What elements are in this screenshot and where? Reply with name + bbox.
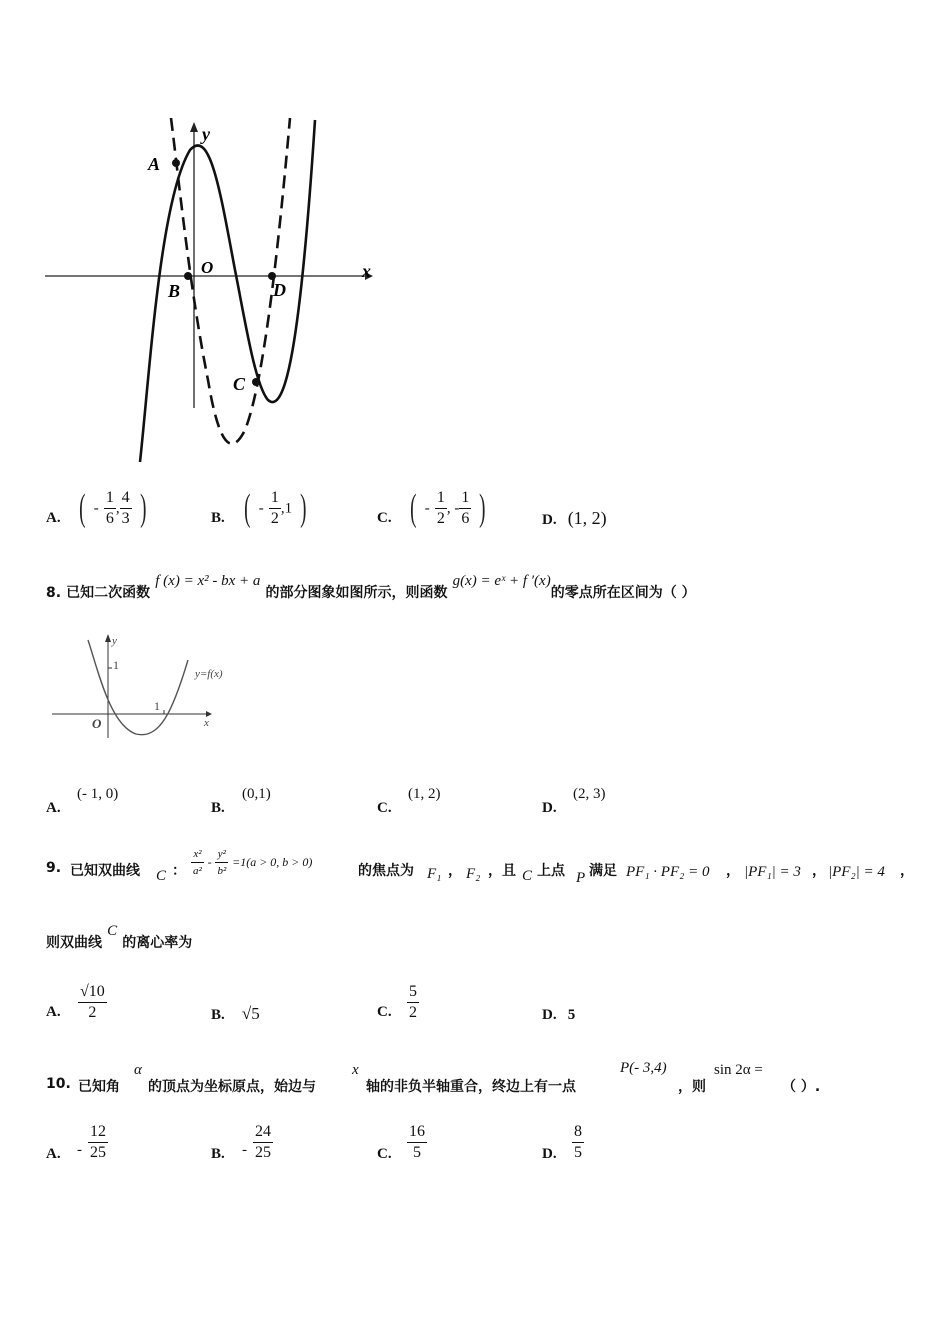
denominator: 2 <box>409 1004 417 1021</box>
stem-text: 的零点所在区间为（ ） <box>550 585 696 601</box>
q7-label-x: x <box>362 261 371 281</box>
option-label: B. <box>211 1146 225 1162</box>
q7-label-C: C <box>233 374 246 394</box>
minus: - <box>207 855 212 869</box>
q10-stem <box>46 1060 926 1100</box>
denominator: 25 <box>255 1144 271 1161</box>
numerator: 5 <box>407 982 419 1003</box>
stem-text: 的焦点为 <box>358 863 414 879</box>
focus-F1: F₁ <box>427 866 442 882</box>
stem-text: 已知二次函数 <box>66 585 151 601</box>
numerator: x² <box>191 846 204 863</box>
option-value: (1, 2) <box>567 508 607 528</box>
variable-x: x <box>352 1062 359 1078</box>
q7-point-C <box>252 378 260 386</box>
option-value: (2, 3) <box>573 786 606 802</box>
numerator: 1 <box>435 488 447 509</box>
question-number: 10. <box>46 1076 71 1092</box>
sign: - <box>258 500 264 517</box>
q7-cubic-curve <box>140 120 315 462</box>
q7-label-B: B <box>168 281 181 301</box>
option-label: D. <box>542 1007 557 1023</box>
denominator: 5 <box>574 1144 582 1161</box>
right-paren: ) <box>139 487 147 529</box>
numerator: 4 <box>120 488 132 509</box>
option-value: 5 <box>567 1007 576 1023</box>
q7-option-d[interactable] <box>542 508 607 529</box>
dot-product-condition: PF₁ · PF₂ = 0 <box>626 864 710 880</box>
comma: ， <box>900 863 914 879</box>
comma: ， <box>726 863 740 879</box>
option-label: B. <box>211 800 225 816</box>
point-P: P(- 3,4) <box>620 1060 667 1076</box>
hyperbola-C: C <box>107 923 118 939</box>
q8-graph <box>48 630 248 745</box>
numerator: 1 <box>269 488 281 509</box>
left-paren: ( <box>79 487 86 529</box>
option-label: C. <box>377 510 392 526</box>
q9-stem-line2 <box>46 918 193 951</box>
stem-text: 的部分图象如图所示，则函数 <box>265 585 448 601</box>
stem-text: 轴的非负半轴重合，终边上有一点 <box>366 1079 576 1095</box>
comma-sign: , - <box>446 500 460 517</box>
sign: - <box>424 500 430 517</box>
denominator: 2 <box>436 509 445 527</box>
numerator: y² <box>215 846 228 863</box>
denominator: a² <box>193 865 202 877</box>
q8-label-curve: y=f(x) <box>195 668 223 680</box>
q7-label-O: O <box>201 258 214 277</box>
hyperbola-equation <box>191 846 312 879</box>
denominator: 6 <box>461 509 470 527</box>
denominator: 6 <box>105 509 114 527</box>
option-label: C. <box>377 1146 392 1162</box>
stem-text: 则双曲线 <box>46 935 102 951</box>
numerator: 1 <box>459 488 471 509</box>
separator: ， <box>448 863 462 879</box>
denominator: 2 <box>88 1004 97 1021</box>
hyperbola-C: C <box>522 868 533 884</box>
q8-label-O: O <box>92 716 102 731</box>
point-P: P <box>576 870 586 886</box>
option-value: √5 <box>241 1004 260 1023</box>
q8-label-one-y: 1 <box>113 658 119 672</box>
denominator: 25 <box>90 1144 106 1161</box>
hyperbola-C: C <box>156 868 167 884</box>
sign: - <box>93 500 99 517</box>
numerator: 1 <box>104 488 116 509</box>
function-g: g(x) = eˣ + f ′(x) <box>452 573 551 589</box>
numerator: 24 <box>253 1122 273 1143</box>
sign: - <box>242 1142 247 1158</box>
stem-text: ，且 <box>488 863 516 879</box>
option-value: (0,1) <box>242 786 271 802</box>
q8-y-arrow <box>105 634 111 642</box>
stem-text: 已知角 <box>78 1079 120 1095</box>
q9-stem-line1 <box>46 848 926 892</box>
q7-point-A <box>172 159 180 167</box>
stem-text: 已知双曲线 <box>70 863 140 879</box>
stem-text: 上点 <box>537 863 565 879</box>
option-label: A. <box>46 800 61 816</box>
pf1-length: |PF₁| = 3 <box>744 864 801 880</box>
option-value: (- 1, 0) <box>77 786 119 802</box>
option-label: D. <box>542 512 557 528</box>
comma: ， <box>812 863 826 879</box>
sin-expression: sin 2α = <box>714 1062 763 1078</box>
option-label: B. <box>211 510 225 526</box>
q7-point-B <box>184 272 192 280</box>
denominator: 3 <box>121 509 130 527</box>
stem-text: 的顶点为坐标原点，始边与 <box>148 1079 316 1095</box>
denominator: 5 <box>413 1144 421 1161</box>
left-paren: ( <box>410 487 417 529</box>
numerator: √10 <box>78 982 107 1003</box>
right-paren: ) <box>300 487 307 529</box>
option-label: B. <box>211 1007 225 1023</box>
q8-stem <box>46 570 696 601</box>
comma-one: ,1 <box>280 500 293 517</box>
q9-option-d[interactable] <box>542 1004 575 1024</box>
option-value: (1, 2) <box>408 786 441 802</box>
option-label: C. <box>377 800 392 816</box>
question-number: 9. <box>46 860 62 876</box>
denominator: b² <box>217 865 227 877</box>
stem-text: ，则 <box>678 1079 706 1095</box>
stem-text: 的离心率为 <box>122 935 193 951</box>
denominator: 2 <box>270 509 279 527</box>
q7-label-y: y <box>202 124 210 144</box>
q8-label-y: y <box>112 635 117 647</box>
q8-label-x: x <box>204 717 209 729</box>
angle-alpha: α <box>134 1062 142 1078</box>
q9-option-b[interactable] <box>211 1004 260 1024</box>
q8-parabola <box>88 640 188 735</box>
sign: - <box>77 1142 82 1158</box>
q7-graph <box>40 110 390 470</box>
q7-point-D <box>268 272 276 280</box>
question-number: 8. <box>46 585 62 601</box>
option-label: A. <box>46 1004 61 1020</box>
stem-text: （ ）. <box>782 1079 821 1095</box>
option-label: D. <box>542 1146 557 1162</box>
colon: ： <box>172 863 186 879</box>
option-label: A. <box>46 510 61 526</box>
right-paren: ) <box>479 487 486 529</box>
focus-F2: F₂ <box>466 866 481 882</box>
option-label: A. <box>46 1146 61 1162</box>
numerator: 16 <box>407 1122 427 1143</box>
option-label: C. <box>377 1004 392 1020</box>
function-f: f (x) = x² - bx + a <box>155 573 261 589</box>
q8-label-one-x: 1 <box>154 699 160 713</box>
numerator: 8 <box>572 1122 584 1143</box>
numerator: 12 <box>88 1122 108 1143</box>
equation-rest: =1(a > 0, b > 0) <box>232 855 313 869</box>
q7-label-A: A <box>148 154 161 174</box>
comma: , <box>115 500 120 517</box>
left-paren: ( <box>244 487 251 529</box>
q7-y-arrow <box>190 122 198 132</box>
pf2-length: |PF₂| = 4 <box>828 864 885 880</box>
q7-label-D: D <box>273 280 286 300</box>
option-label: D. <box>542 800 557 816</box>
stem-text: 满足 <box>589 863 617 879</box>
